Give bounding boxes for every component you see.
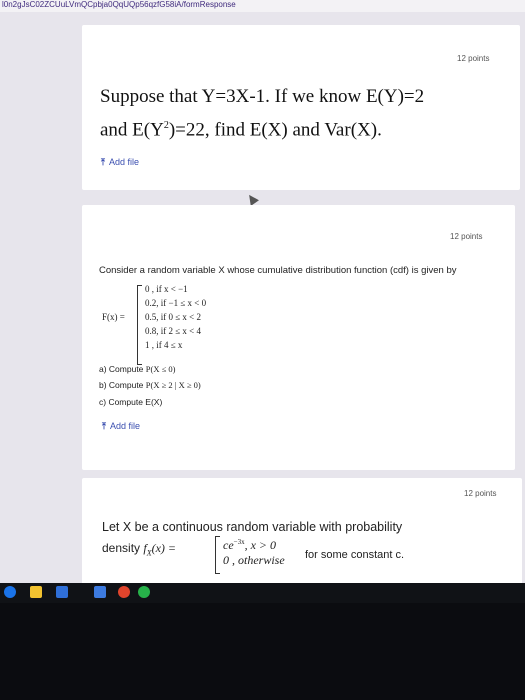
add-file-label: Add file — [108, 157, 140, 167]
question-line-1: Suppose that Y=3X-1. If we know E(Y)=2 — [100, 86, 425, 107]
density-function: f — [143, 541, 147, 555]
cdf-case: 0.2, if −1 ≤ x < 0 — [145, 298, 207, 308]
cdf-lhs: F(x) = — [102, 312, 125, 322]
density-subscript: X — [146, 548, 152, 558]
case-1-exponent: −3x — [233, 538, 245, 546]
app-icon[interactable] — [138, 586, 150, 598]
mouse-cursor-icon — [245, 192, 259, 206]
question-line-2 — [100, 111, 510, 144]
cdf-case: 0 , if x < −1 — [145, 284, 188, 294]
question-card-2 — [82, 205, 515, 470]
mail-icon[interactable] — [94, 586, 106, 598]
store-icon[interactable] — [56, 586, 68, 598]
cdf-cases — [145, 282, 206, 352]
density-equals: (x) = — [151, 541, 177, 555]
density-expression — [102, 541, 176, 557]
brace — [137, 285, 142, 365]
taskbar — [0, 583, 525, 603]
cdf-case: 0.8, if 2 ≤ x < 4 — [145, 326, 202, 336]
points-label: 12 points — [450, 232, 483, 241]
part-a — [99, 364, 176, 374]
points-label: 12 points — [457, 54, 490, 63]
part-b-label: b) Compute — [99, 380, 144, 390]
case-2-expr: 0 , otherwise — [223, 553, 285, 567]
question-text — [100, 82, 510, 144]
question-card-1 — [82, 25, 520, 190]
upload-icon: ⤒ — [101, 157, 105, 167]
question-text: Let X be a continuous random variable with probability — [102, 520, 403, 534]
case-1-condition: , x > 0 — [244, 538, 277, 552]
brace — [215, 536, 220, 574]
part-b — [99, 380, 201, 390]
density-label: density — [102, 541, 141, 555]
part-a-label: a) Compute — [99, 364, 144, 374]
part-a-math: P(X ≤ 0) — [145, 364, 176, 374]
question-line-2-end: )=22, find E(X) and Var(X). — [168, 119, 382, 141]
question-text: Consider a random variable X whose cumulative distribution function (cdf) is given by — [99, 265, 457, 276]
add-file-button[interactable] — [102, 421, 140, 432]
media-icon[interactable] — [118, 586, 130, 598]
add-file-label: Add file — [109, 421, 141, 431]
part-b-math: P(X ≥ 2 | X ≥ 0) — [145, 380, 201, 390]
url-text[interactable]: l0n2gJsC02ZCUuLVmQCpbja0QqUQp56qzfG58iA/formResponse — [2, 0, 236, 9]
chrome-icon[interactable] — [4, 586, 16, 598]
question-card-3 — [82, 478, 522, 598]
cdf-case: 0.5, if 0 ≤ x < 2 — [145, 312, 202, 322]
points-label: 12 points — [464, 489, 497, 498]
density-case-1 — [223, 533, 285, 551]
file-explorer-icon[interactable] — [30, 586, 42, 598]
constant-note: for some constant c. — [305, 549, 405, 561]
part-c: c) Compute E(X) — [99, 397, 163, 407]
question-line-2-start: and E(Y — [100, 119, 164, 141]
cdf-case: 1 , if 4 ≤ x — [145, 340, 183, 350]
density-case-2 — [223, 551, 285, 569]
add-file-button[interactable] — [101, 157, 139, 168]
superscript: 2 — [163, 120, 169, 131]
case-1-expr: ce — [223, 538, 234, 552]
address-bar[interactable] — [0, 0, 525, 12]
density-cases — [223, 533, 285, 569]
upload-icon: ⤒ — [102, 421, 106, 431]
